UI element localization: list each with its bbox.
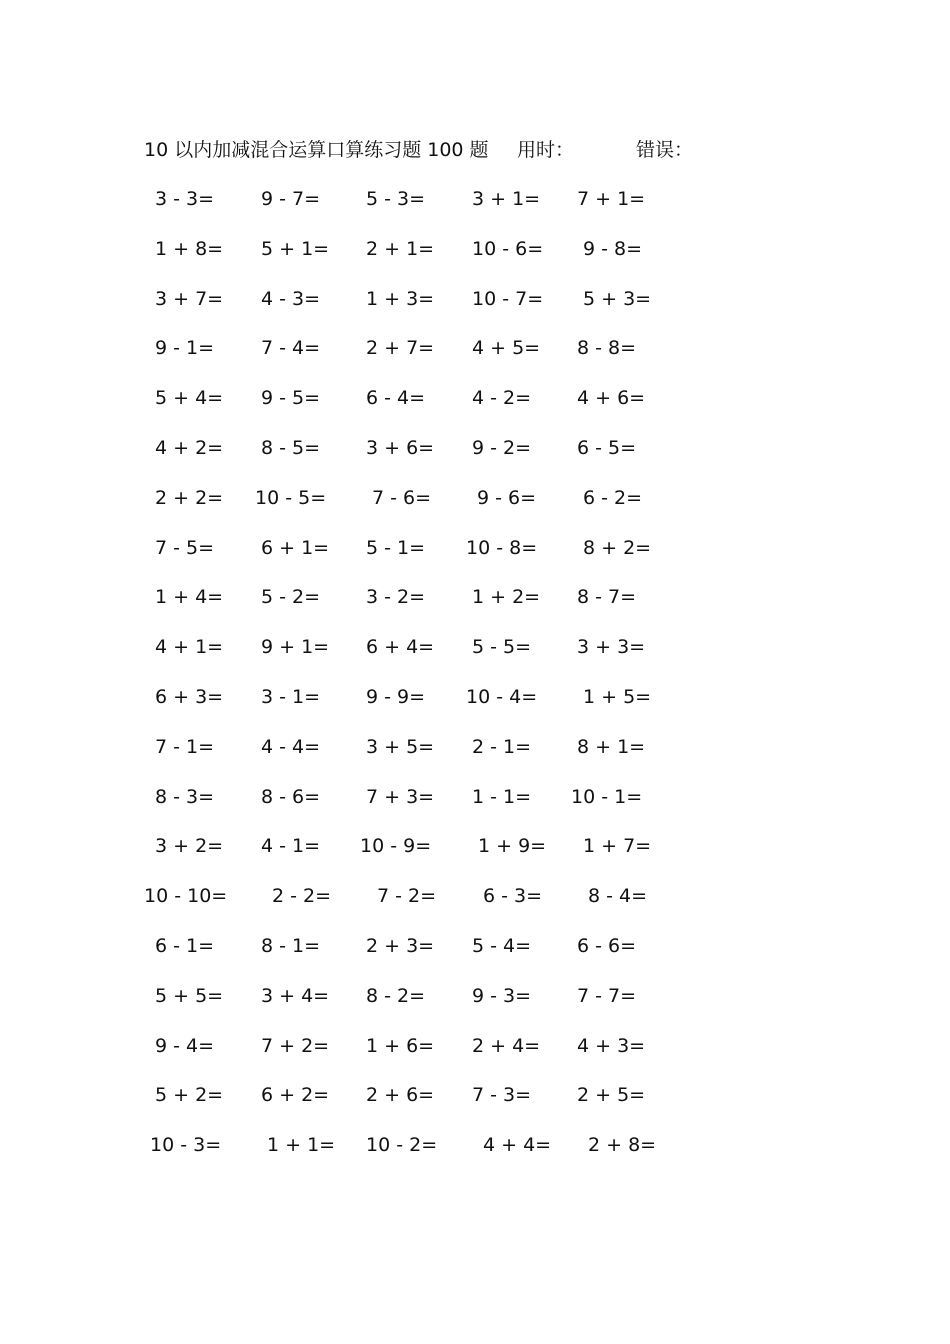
problem-row [140,733,680,783]
problem-item: 7 + 2= [261,1034,330,1057]
problem-item: 9 - 9= [366,685,426,708]
problem-item: 7 - 2= [377,885,437,908]
problem-row [140,434,680,484]
problem-row [140,185,680,235]
problem-item: 8 - 3= [155,785,215,808]
problem-item: 7 + 1= [577,188,646,210]
problem-row [140,683,680,733]
problem-item: 10 - 1= [571,785,643,808]
problem-item: 3 + 1= [472,188,541,210]
problem-item: 4 - 3= [261,287,321,310]
problem-item: 4 + 4= [483,1134,552,1157]
problem-item: 4 - 1= [261,835,321,858]
problem-item: 2 + 4= [472,1034,541,1057]
problem-item: 4 + 5= [472,337,541,360]
problem-row [140,583,680,633]
problem-row [140,1032,680,1082]
problem-item: 8 - 5= [261,436,321,459]
time-used-label: 用时： [517,139,575,161]
problem-item: 1 + 6= [366,1034,435,1057]
problem-item: 7 - 7= [577,984,637,1007]
problem-item: 2 - 1= [472,735,532,758]
problem-item: 1 + 4= [155,586,224,609]
problem-row [140,982,680,1032]
problem-item: 7 - 1= [155,735,215,758]
problem-row [140,285,680,335]
problem-item: 2 + 5= [577,1084,646,1107]
problem-item: 1 + 7= [583,835,652,858]
problem-item: 9 - 3= [472,984,532,1007]
problem-item: 6 - 4= [366,387,426,410]
problem-item: 5 + 2= [155,1084,224,1107]
problem-item: 6 + 3= [155,685,224,708]
problem-item: 4 + 2= [155,436,224,459]
problem-item: 6 + 1= [261,536,330,559]
problem-item: 2 + 2= [155,486,224,509]
problem-item: 6 + 4= [366,636,435,659]
problem-item: 3 + 3= [577,636,646,659]
worksheet-title: 10 以内加减混合运算口算练习题 100 题 [144,139,489,161]
problem-item: 6 - 6= [577,934,637,957]
problem-item: 2 + 8= [588,1134,657,1157]
problem-item: 10 - 2= [366,1134,438,1157]
problem-item: 5 + 1= [261,237,330,260]
problem-item: 1 + 9= [478,835,547,858]
problem-item: 9 - 5= [261,387,321,410]
problem-item: 7 - 6= [372,486,432,509]
problem-item: 2 - 2= [272,885,332,908]
problem-item: 8 - 7= [577,586,637,609]
problem-item: 9 - 7= [261,188,321,210]
problem-item: 9 + 1= [261,636,330,659]
problem-item: 5 + 5= [155,984,224,1007]
problem-item: 5 - 2= [261,586,321,609]
problem-item: 7 - 5= [155,536,215,559]
problem-row [140,783,680,833]
problem-item: 3 + 6= [366,436,435,459]
problem-item: 5 - 1= [366,536,426,559]
problem-item: 8 - 8= [577,337,637,360]
problem-item: 10 - 6= [472,237,544,260]
problem-item: 10 - 8= [466,536,538,559]
problem-item: 3 + 2= [155,835,224,858]
problem-row [140,633,680,683]
problem-item: 4 + 3= [577,1034,646,1057]
problem-item: 1 + 2= [472,586,541,609]
problem-item: 10 - 9= [360,835,432,858]
problem-row [140,235,680,285]
problem-row [140,334,680,384]
problem-item: 8 - 4= [588,885,648,908]
problem-item: 2 + 7= [366,337,435,360]
problem-item: 2 + 6= [366,1084,435,1107]
problem-item: 3 + 4= [261,984,330,1007]
problem-item: 6 - 1= [155,934,215,957]
problem-item: 9 - 1= [155,337,215,360]
problem-item: 1 - 1= [472,785,532,808]
problem-item: 7 - 4= [261,337,321,360]
problem-item: 1 + 1= [267,1134,336,1157]
problem-item: 1 + 5= [583,685,652,708]
problem-item: 7 - 3= [472,1084,532,1107]
problem-row [140,932,680,982]
problem-item: 8 + 2= [583,536,652,559]
problem-row [140,882,680,932]
problem-item: 3 - 3= [155,188,215,210]
problem-item: 10 - 7= [472,287,544,310]
problem-item: 4 - 4= [261,735,321,758]
problem-row [140,1131,680,1181]
problem-row [140,484,680,534]
problem-row [140,384,680,434]
problem-row [140,534,680,584]
problem-item: 5 + 4= [155,387,224,410]
problem-item: 4 - 2= [472,387,532,410]
errors-label: 错误： [636,139,694,161]
problem-item: 8 - 1= [261,934,321,957]
problem-item: 6 - 2= [583,486,643,509]
problem-item: 3 + 7= [155,287,224,310]
problem-item: 5 - 4= [472,934,532,957]
problem-item: 10 - 5= [255,486,327,509]
problem-item: 1 + 3= [366,287,435,310]
problem-item: 4 + 6= [577,387,646,410]
problem-item: 8 - 2= [366,984,426,1007]
problem-item: 3 + 5= [366,735,435,758]
problem-item: 10 - 4= [466,685,538,708]
problem-item: 2 + 3= [366,934,435,957]
problem-item: 10 - 10= [144,885,228,908]
problem-row [140,832,680,882]
problem-item: 9 - 6= [477,486,537,509]
problem-item: 6 + 2= [261,1084,330,1107]
problem-item: 10 - 3= [150,1134,222,1157]
problem-item: 8 - 6= [261,785,321,808]
problem-item: 9 - 2= [472,436,532,459]
problem-item: 9 - 8= [583,237,643,260]
problem-item: 2 + 1= [366,237,435,260]
problem-item: 3 - 2= [366,586,426,609]
problem-item: 9 - 4= [155,1034,215,1057]
problem-item: 6 - 5= [577,436,637,459]
problem-item: 4 + 1= [155,636,224,659]
problem-item: 5 - 3= [366,188,426,210]
problem-item: 3 - 1= [261,685,321,708]
problem-grid [140,185,680,1181]
problem-item: 8 + 1= [577,735,646,758]
problem-row [140,1081,680,1131]
problem-item: 5 - 5= [472,636,532,659]
problem-item: 6 - 3= [483,885,543,908]
problem-item: 5 + 3= [583,287,652,310]
problem-item: 7 + 3= [366,785,435,808]
problem-item: 1 + 8= [155,237,224,260]
